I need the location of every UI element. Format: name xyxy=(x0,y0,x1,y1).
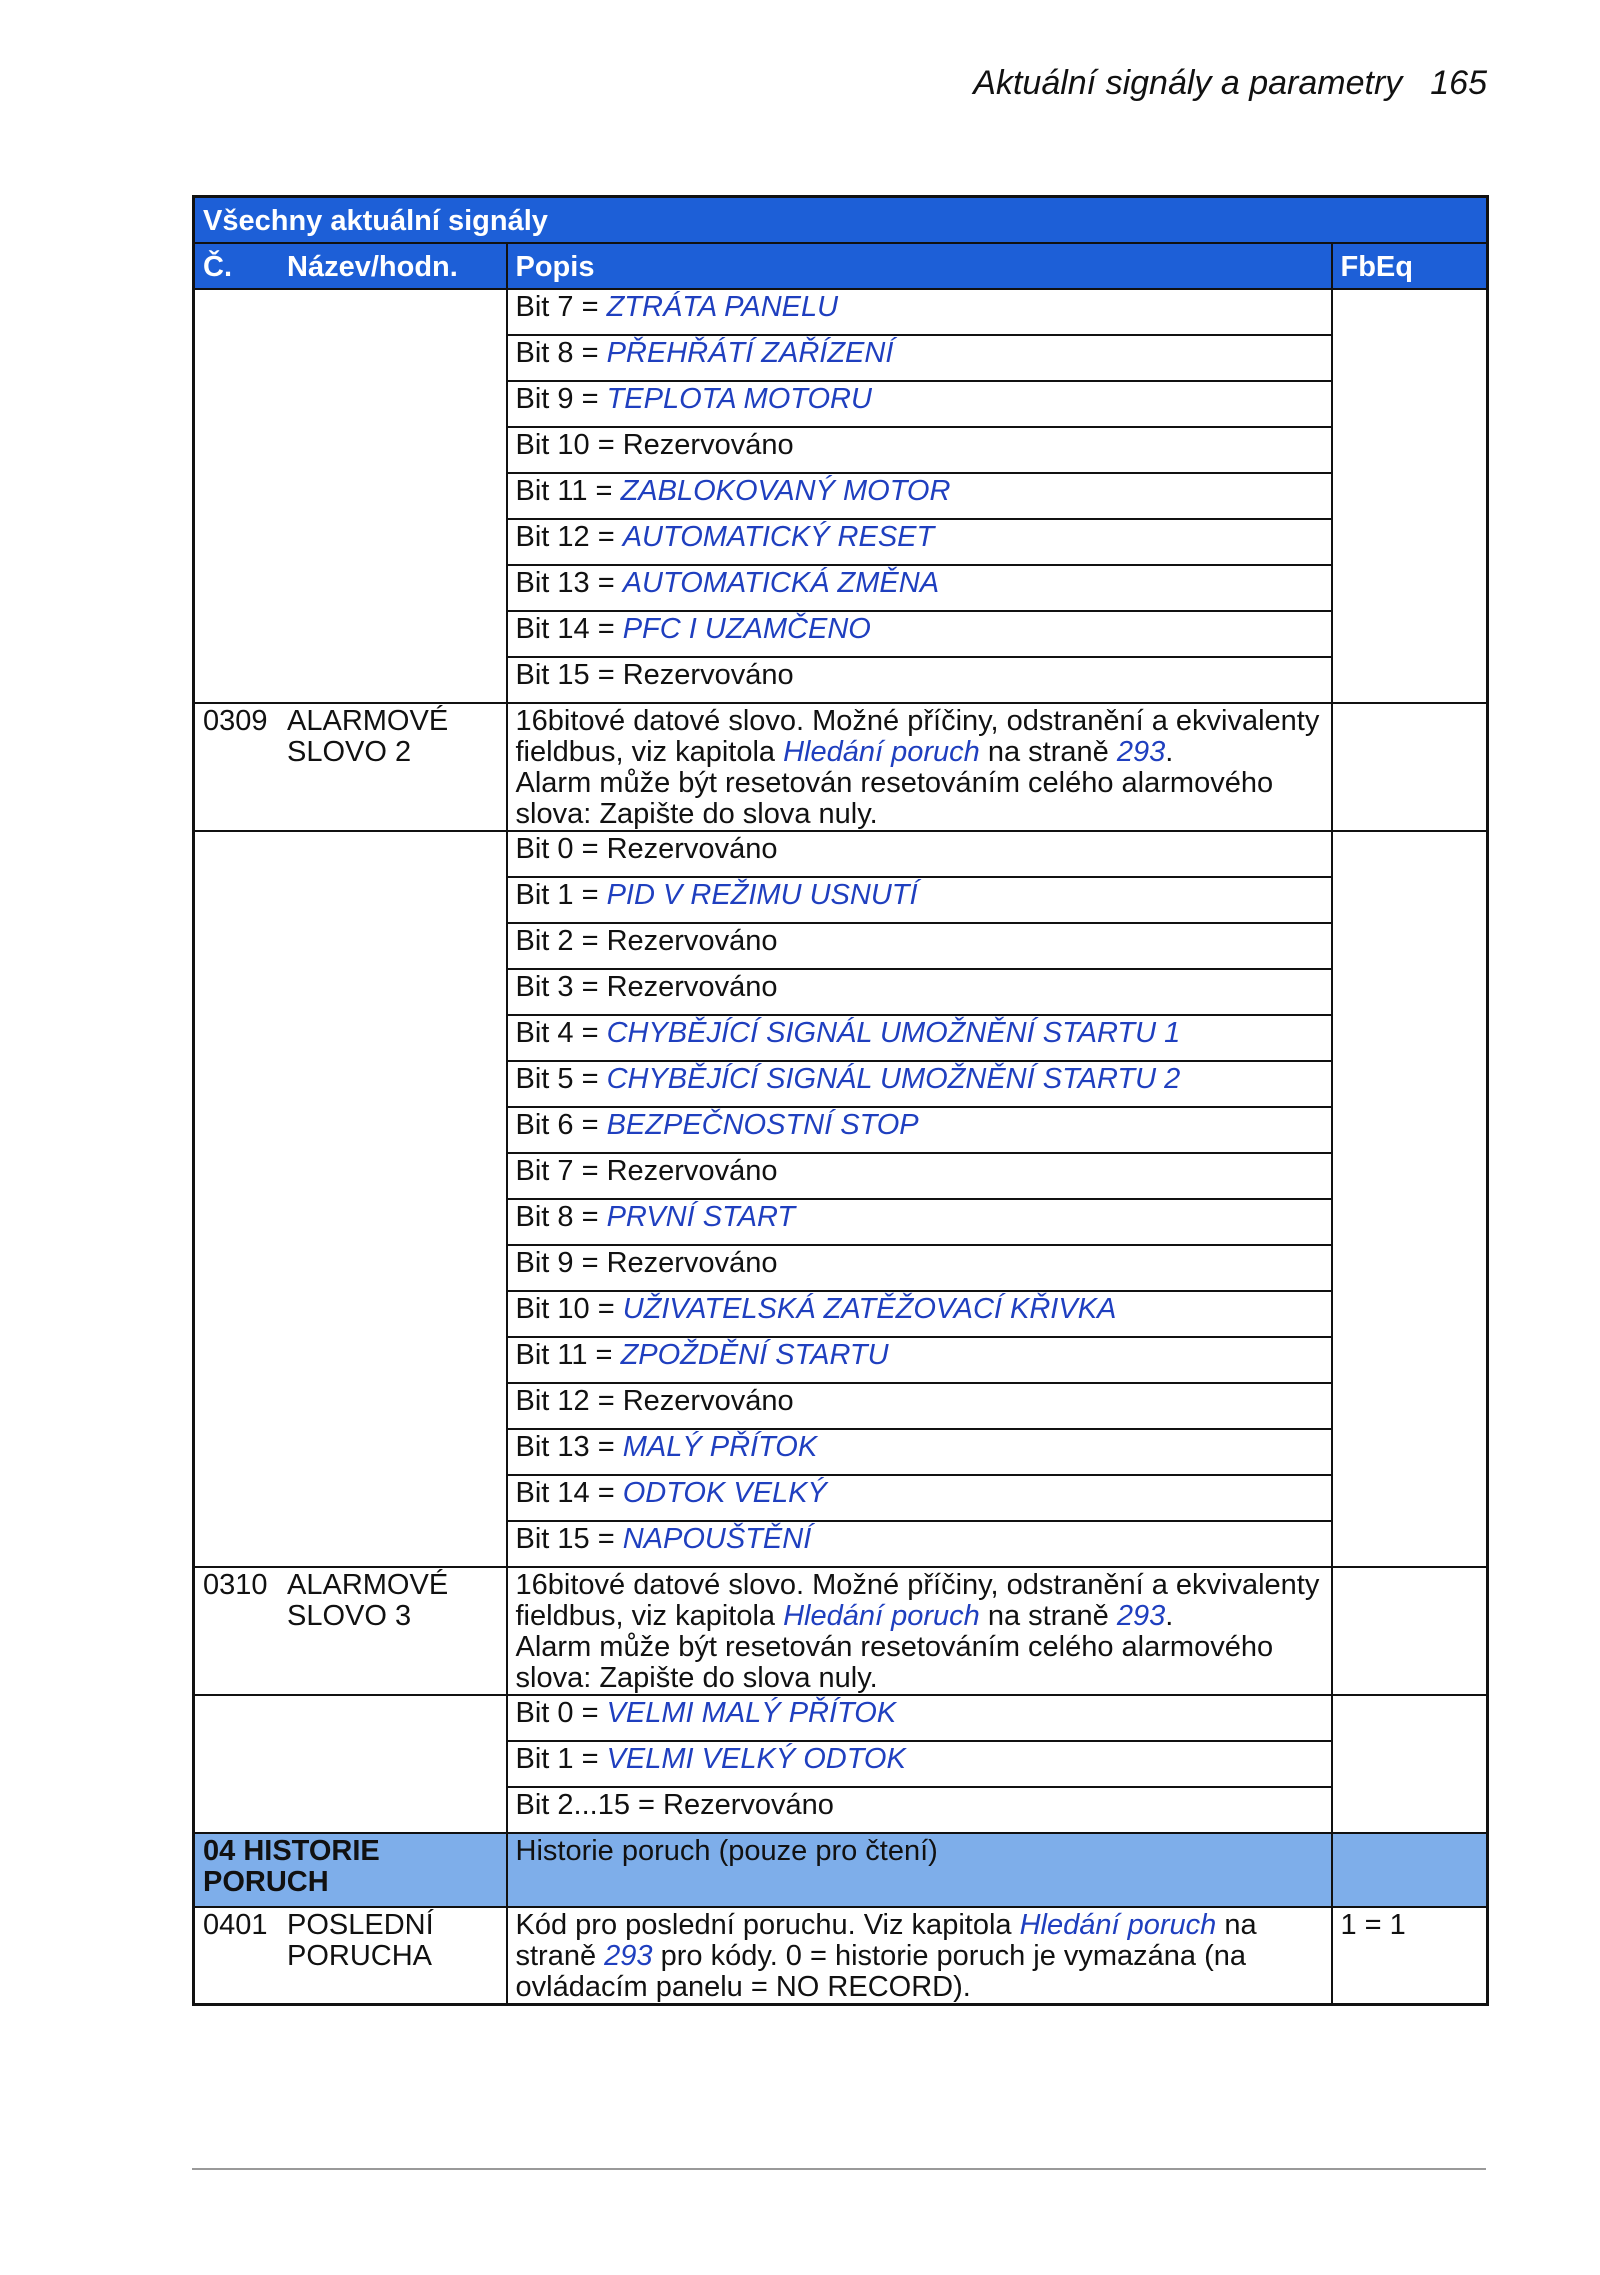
signal-id-cell xyxy=(194,1907,507,2005)
bit-prefix: Bit 0 = xyxy=(515,1697,607,1729)
empty-fbeq-cell xyxy=(1332,831,1488,1567)
column-header-name: Název/hodn. xyxy=(287,250,458,283)
footer-rule xyxy=(192,2168,1486,2170)
bit-link[interactable]: ZTRÁTA PANELU xyxy=(606,291,839,323)
signal-id-cell xyxy=(194,703,507,831)
bit-prefix: Bit 6 = xyxy=(515,1109,607,1141)
signal-number: 0309 xyxy=(203,705,268,737)
chapter-link[interactable]: Hledání poruch xyxy=(783,1600,980,1632)
bit-description xyxy=(507,877,1332,923)
bit-description xyxy=(507,1695,1332,1741)
bit-description xyxy=(507,969,1332,1015)
bit-prefix: Bit 7 = xyxy=(515,1155,607,1187)
column-header-no-name xyxy=(194,243,507,289)
group-name xyxy=(194,1833,507,1907)
bit-description xyxy=(507,1521,1332,1567)
bit-description xyxy=(507,831,1332,877)
empty-fbeq-cell xyxy=(1332,1695,1488,1833)
bit-description xyxy=(507,289,1332,335)
signal-description xyxy=(507,1907,1332,2005)
signal-row xyxy=(194,1567,1488,1695)
page-link[interactable]: 293 xyxy=(1116,1600,1166,1632)
signal-name-line2: SLOVO 2 xyxy=(287,736,412,768)
bit-text: Rezervováno xyxy=(622,1385,794,1417)
bit-description xyxy=(507,519,1332,565)
signal-row xyxy=(194,1907,1488,2005)
bit-prefix: Bit 0 = xyxy=(515,833,607,865)
signal-description xyxy=(507,1567,1332,1695)
bit-description xyxy=(507,1015,1332,1061)
bit-description xyxy=(507,1741,1332,1787)
bit-link[interactable]: VELMI MALÝ PŘÍTOK xyxy=(606,1697,897,1729)
signal-number: 0310 xyxy=(203,1569,268,1601)
bit-link[interactable]: PŘEHŘÁTÍ ZAŘÍZENÍ xyxy=(606,337,894,369)
bit-description xyxy=(507,1107,1332,1153)
bit-link[interactable]: UŽIVATELSKÁ ZATĚŽOVACÍ KŘIVKA xyxy=(622,1293,1117,1325)
signal-name xyxy=(287,706,448,768)
bit-prefix: Bit 2...15 = xyxy=(515,1789,664,1821)
table-title: Všechny aktuální signály xyxy=(194,197,1488,244)
bit-description xyxy=(507,611,1332,657)
bit-prefix: Bit 14 = xyxy=(515,1477,623,1509)
bit-text: Rezervováno xyxy=(606,833,778,865)
bit-prefix: Bit 4 = xyxy=(515,1017,607,1049)
bit-text: Rezervováno xyxy=(606,1155,778,1187)
bit-prefix: Bit 13 = xyxy=(515,1431,623,1463)
bit-link[interactable]: CHYBĚJÍCÍ SIGNÁL UMOŽNĚNÍ STARTU 2 xyxy=(606,1063,1181,1095)
bit-description xyxy=(507,565,1332,611)
bit-prefix: Bit 10 = xyxy=(515,1293,623,1325)
empty-name-cell xyxy=(194,831,507,1567)
desc-text: 16bitové datové slovo. Možné příčiny, odstranění a ekvivalenty fieldbus, viz kapitola xyxy=(515,705,1320,768)
bit-link[interactable]: NAPOUŠTĚNÍ xyxy=(622,1523,812,1555)
signal-name-line2: PORUCHA xyxy=(287,1940,433,1972)
bit-description xyxy=(507,427,1332,473)
bit-prefix: Bit 9 = xyxy=(515,1247,607,1279)
header-title: Aktuální signály a parametry xyxy=(973,64,1403,102)
table-title-row xyxy=(194,197,1488,244)
running-header xyxy=(973,64,1487,103)
desc-note: Alarm může být resetován resetováním celého alarmového slova: Zapište do slova nuly. xyxy=(515,1631,1274,1694)
bit-text: Rezervováno xyxy=(663,1789,834,1821)
desc-text: na straně xyxy=(979,736,1117,768)
bit-link[interactable]: MALÝ PŘÍTOK xyxy=(622,1431,818,1463)
bit-prefix: Bit 12 = xyxy=(515,1385,623,1417)
bit-prefix: Bit 8 = xyxy=(515,337,607,369)
bit-prefix: Bit 1 = xyxy=(515,1743,607,1775)
desc-text: na straně xyxy=(515,1909,1257,1972)
bit-link[interactable]: ZABLOKOVANÝ MOTOR xyxy=(620,475,951,507)
bit-prefix: Bit 5 = xyxy=(515,1063,607,1095)
bit-description xyxy=(507,1337,1332,1383)
desc-note: Alarm může být resetován resetováním celého alarmového slova: Zapište do slova nuly. xyxy=(515,767,1274,830)
bit-text: Rezervováno xyxy=(606,971,778,1003)
column-header-desc: Popis xyxy=(507,243,1332,289)
bit-row xyxy=(194,289,1488,335)
bit-text: Rezervováno xyxy=(606,925,778,957)
signal-description xyxy=(507,703,1332,831)
signal-fbeq: 1 = 1 xyxy=(1332,1907,1488,2005)
page-number: 165 xyxy=(1430,64,1487,102)
chapter-link[interactable]: Hledání poruch xyxy=(783,736,980,768)
desc-text: . xyxy=(1165,1600,1174,1632)
signal-id-cell xyxy=(194,1567,507,1695)
signal-number: 0401 xyxy=(203,1909,268,1941)
bit-link[interactable]: PRVNÍ START xyxy=(606,1201,796,1233)
bit-prefix: Bit 12 = xyxy=(515,521,623,553)
desc-text: na straně xyxy=(979,1600,1117,1632)
bit-prefix: Bit 10 = xyxy=(515,429,623,461)
bit-description xyxy=(507,1153,1332,1199)
page-link[interactable]: 293 xyxy=(1116,736,1166,768)
bit-prefix: Bit 1 = xyxy=(515,879,607,911)
chapter-link[interactable]: Hledání poruch xyxy=(1019,1909,1217,1941)
bit-row xyxy=(194,831,1488,877)
bit-prefix: Bit 13 = xyxy=(515,567,623,599)
bit-description xyxy=(507,1061,1332,1107)
bit-link[interactable]: BEZPEČNOSTNÍ STOP xyxy=(606,1109,919,1141)
group-row xyxy=(194,1833,1488,1907)
bit-description xyxy=(507,1787,1332,1833)
signal-name-line1: ALARMOVÉ xyxy=(287,1569,449,1601)
bit-description xyxy=(507,335,1332,381)
bit-description xyxy=(507,1383,1332,1429)
signals-table-body xyxy=(194,197,1488,2005)
bit-prefix: Bit 2 = xyxy=(515,925,607,957)
bit-description xyxy=(507,1475,1332,1521)
bit-link[interactable]: CHYBĚJÍCÍ SIGNÁL UMOŽNĚNÍ STARTU 1 xyxy=(606,1017,1181,1049)
bit-link[interactable]: PFC I UZAMČENO xyxy=(622,613,871,645)
table-header-row xyxy=(194,243,1488,289)
bit-prefix: Bit 11 = xyxy=(515,1339,621,1371)
bit-prefix: Bit 3 = xyxy=(515,971,607,1003)
bit-description xyxy=(507,381,1332,427)
bit-prefix: Bit 14 = xyxy=(515,613,623,645)
bit-description xyxy=(507,1199,1332,1245)
bit-description xyxy=(507,657,1332,703)
signal-fbeq xyxy=(1332,703,1488,831)
bit-link[interactable]: PID V REŽIMU USNUTÍ xyxy=(606,879,918,911)
bit-link[interactable]: TEPLOTA MOTORU xyxy=(606,383,872,415)
bit-text: Rezervováno xyxy=(622,429,794,461)
bit-prefix: Bit 15 = xyxy=(515,659,623,691)
bit-link[interactable]: VELMI VELKÝ ODTOK xyxy=(606,1743,906,1775)
signal-row xyxy=(194,703,1488,831)
column-header-no: Č. xyxy=(203,250,232,283)
column-header-fbeq: FbEq xyxy=(1332,243,1488,289)
empty-name-cell xyxy=(194,1695,507,1833)
bit-description xyxy=(507,473,1332,519)
bit-link[interactable]: ODTOK VELKÝ xyxy=(622,1477,827,1509)
bit-prefix: Bit 9 = xyxy=(515,383,607,415)
bit-description xyxy=(507,1245,1332,1291)
signal-fbeq xyxy=(1332,1567,1488,1695)
signals-table xyxy=(192,195,1489,2006)
group-name-line2: PORUCH xyxy=(203,1866,329,1898)
signal-name xyxy=(287,1910,434,1972)
bit-prefix: Bit 15 = xyxy=(515,1523,623,1555)
group-description: Historie poruch (pouze pro čtení) xyxy=(507,1833,1332,1907)
bit-link[interactable]: AUTOMATICKÁ ZMĚNA xyxy=(622,567,940,599)
bit-prefix: Bit 7 = xyxy=(515,291,607,323)
bit-link[interactable]: AUTOMATICKÝ RESET xyxy=(622,521,935,553)
bit-link[interactable]: ZPOŽDĚNÍ STARTU xyxy=(620,1339,889,1371)
bit-description xyxy=(507,1291,1332,1337)
desc-text: Kód pro poslední poruchu. Viz kapitola xyxy=(515,1909,1020,1941)
signal-name-line1: POSLEDNÍ xyxy=(287,1909,434,1941)
signal-name xyxy=(287,1570,448,1632)
bit-row xyxy=(194,1695,1488,1741)
empty-name-cell xyxy=(194,289,507,703)
bit-description xyxy=(507,923,1332,969)
group-name-line1: 04 HISTORIE xyxy=(203,1835,380,1867)
bit-prefix: Bit 11 = xyxy=(515,475,621,507)
bit-text: Rezervováno xyxy=(622,659,794,691)
signal-name-line2: SLOVO 3 xyxy=(287,1600,412,1632)
desc-text: pro kódy. 0 = historie poruch je vymazána (na ovládacím panelu = NO RECORD). xyxy=(515,1940,1247,2003)
desc-text: . xyxy=(1165,736,1174,768)
empty-fbeq-cell xyxy=(1332,289,1488,703)
bit-prefix: Bit 8 = xyxy=(515,1201,607,1233)
desc-text: 16bitové datové slovo. Možné příčiny, odstranění a ekvivalenty fieldbus, viz kapitola xyxy=(515,1569,1320,1632)
bit-text: Rezervováno xyxy=(606,1247,778,1279)
bit-description xyxy=(507,1429,1332,1475)
signal-name-line1: ALARMOVÉ xyxy=(287,705,449,737)
group-fbeq xyxy=(1332,1833,1488,1907)
page-link[interactable]: 293 xyxy=(604,1940,653,1972)
